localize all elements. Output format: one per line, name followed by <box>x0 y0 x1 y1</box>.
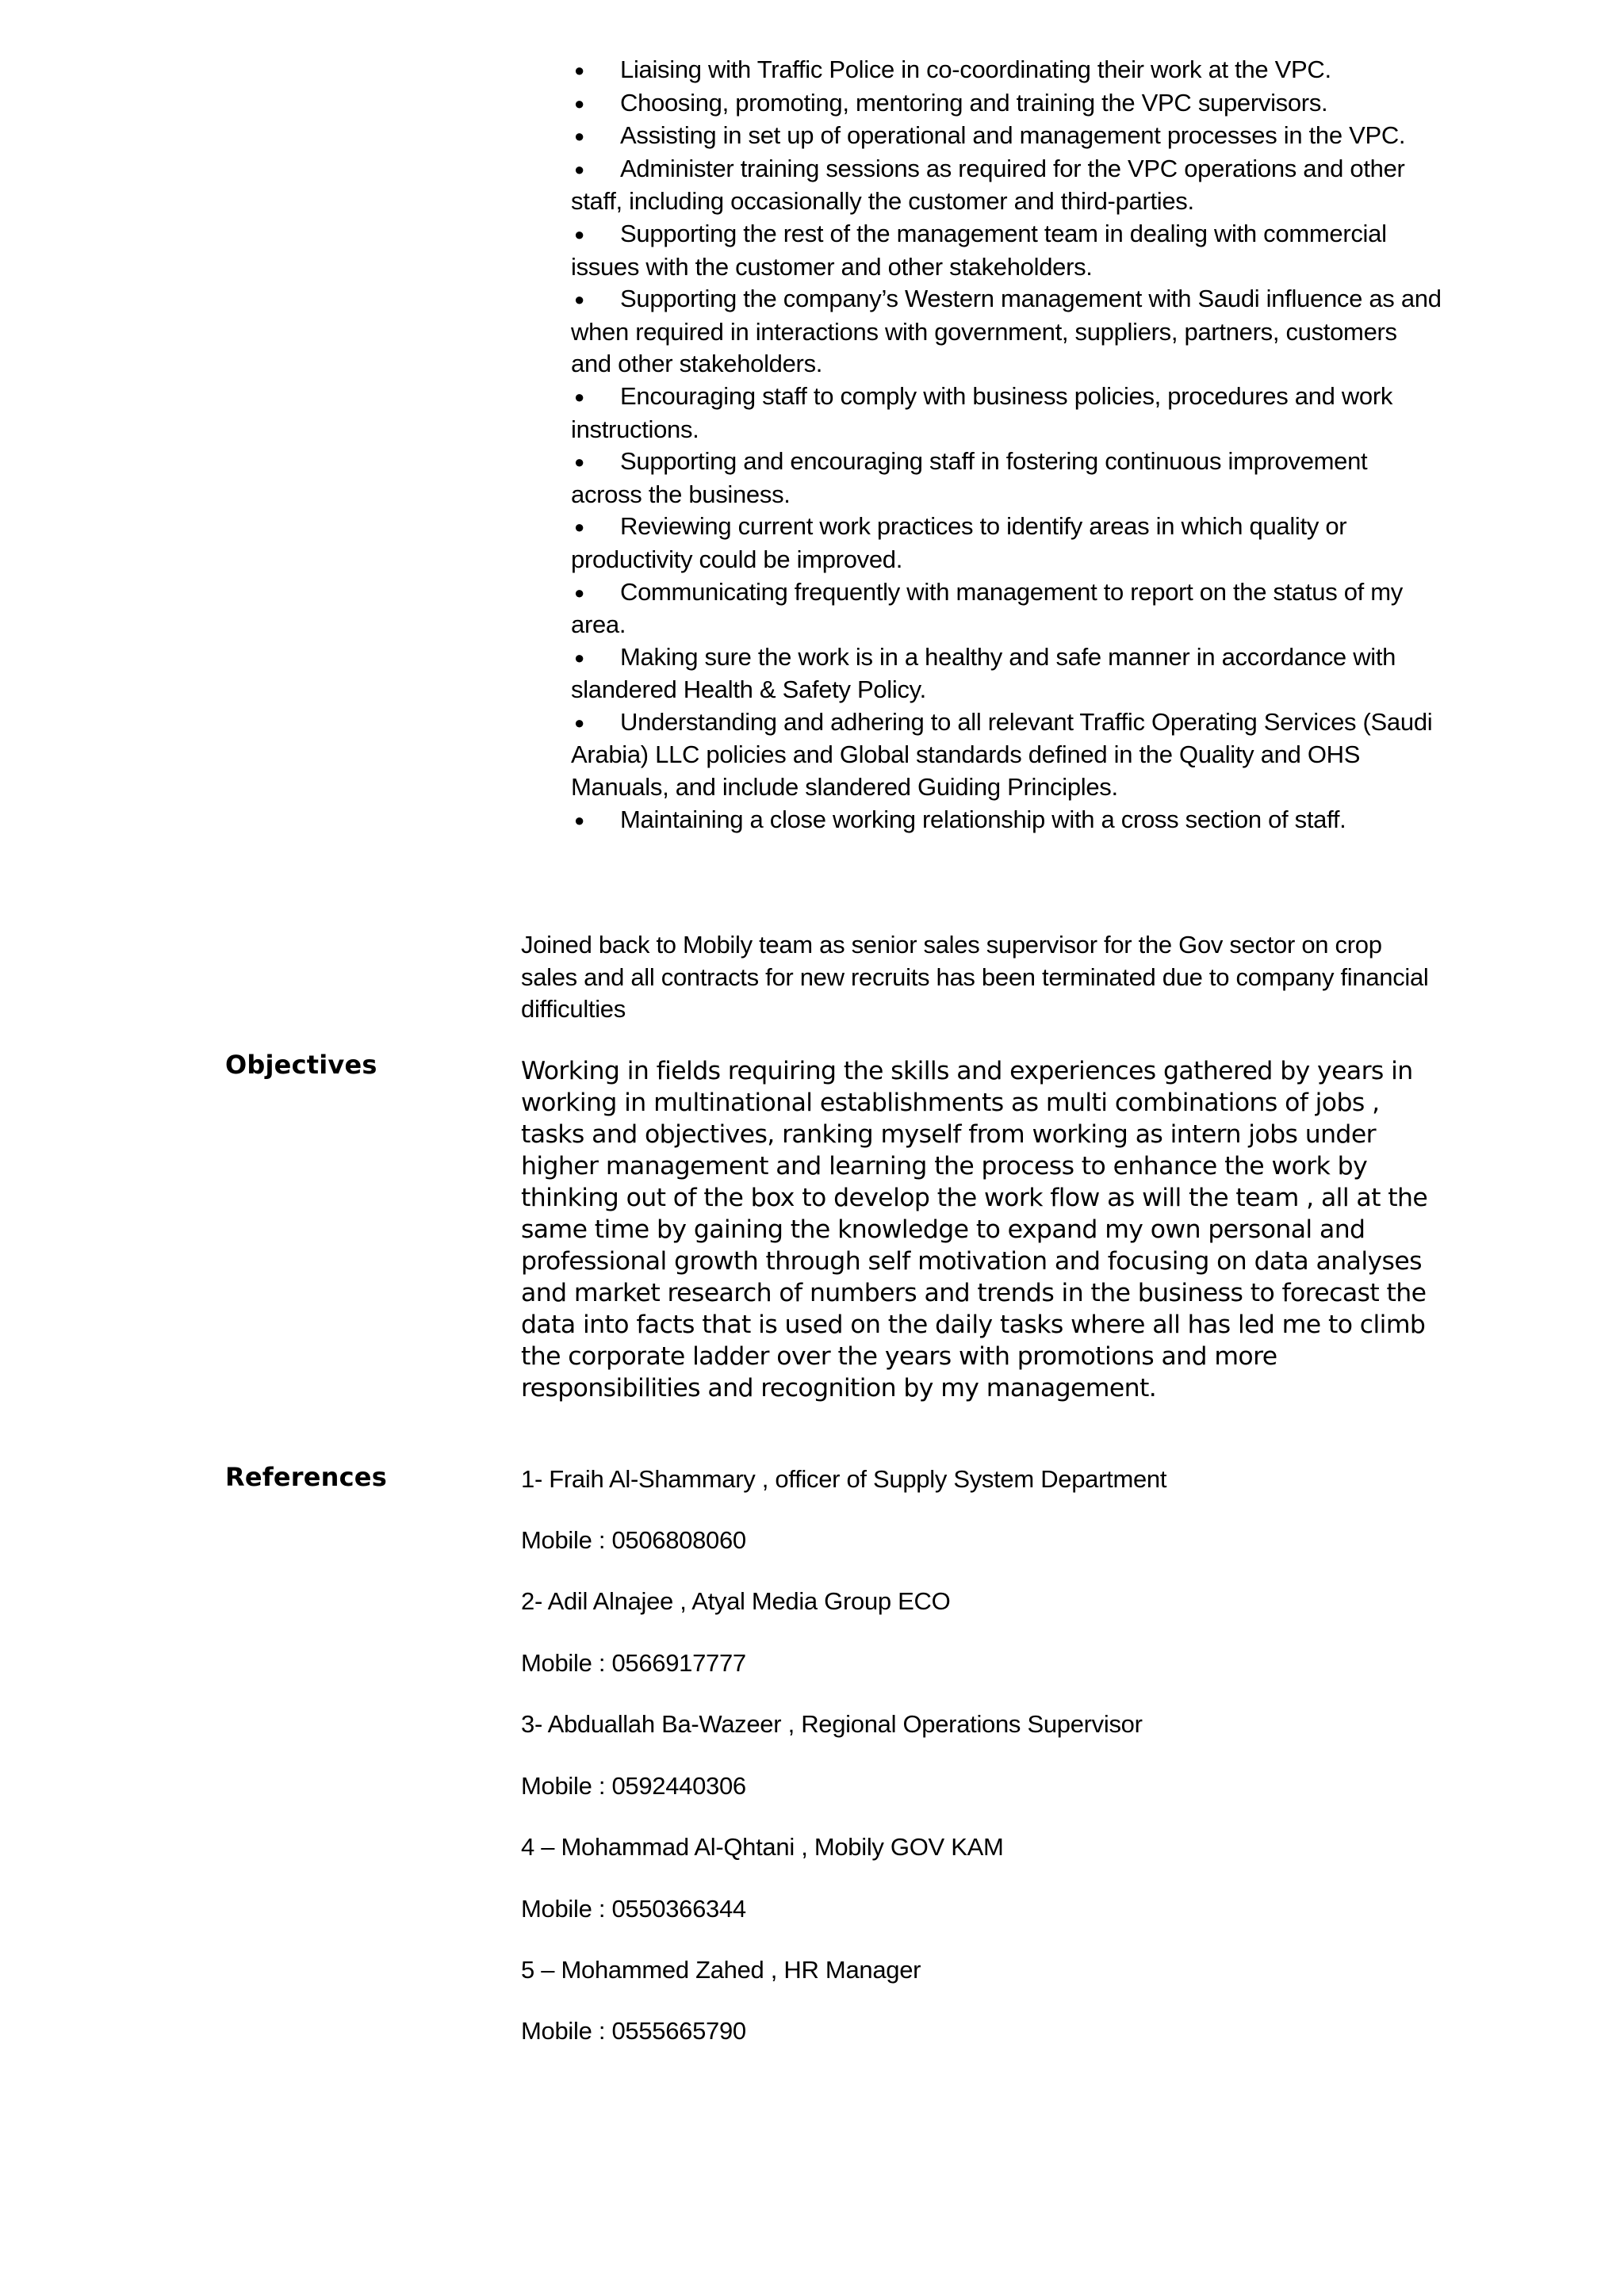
list-item <box>571 576 1443 641</box>
list-item <box>571 87 1443 121</box>
bullet-icon: ● <box>574 386 584 407</box>
responsibility-text: Administer training sessions as required for the VPC operations and other staff, including occasionally the customer and third-parties. <box>571 154 1405 216</box>
reference-mobile: Mobile : 0555665790 <box>521 2017 746 2045</box>
responsibility-text: Assisting in set up of operational and management processes in the VPC. <box>620 121 1406 150</box>
reference-name: 5 – Mohammed Zahed , HR Manager <box>521 1956 921 1984</box>
reference-name: 1- Fraih Al-Shammary , officer of Supply System Department <box>521 1465 1167 1493</box>
employment-note: Joined back to Mobily team as senior sales supervisor for the Gov sector on crop sales and all contracts for new recruits has been terminated due to company financial difficulties <box>521 931 1429 1023</box>
responsibility-text: Reviewing current work practices to identify areas in which quality or productivity could be improved. <box>571 512 1347 573</box>
list-item <box>571 54 1443 87</box>
bullet-icon: ● <box>574 93 584 113</box>
responsibility-text: Supporting and encouraging staff in fostering continuous improvement across the business. <box>571 447 1368 508</box>
reference-mobile: Mobile : 0566917777 <box>521 1649 746 1677</box>
responsibility-text: Making sure the work is in a healthy and safe manner in accordance with slandered Health & Safety Policy. <box>571 642 1396 704</box>
reference-mobile: Mobile : 0506808060 <box>521 1526 746 1554</box>
reference-name: 4 – Mohammad Al-Qhtani , Mobily GOV KAM <box>521 1833 1004 1861</box>
bullet-icon: ● <box>574 289 584 310</box>
responsibility-text: Understanding and adhering to all relevant Traffic Operating Services (Saudi Arabia) LLC policies and Global standards defined in the Quality and OHS Manuals, and include slandered Guiding Principles. <box>571 707 1433 802</box>
responsibility-text: Liaising with Traffic Police in co-coordinating their work at the VPC. <box>620 55 1331 83</box>
list-item <box>571 218 1443 283</box>
list-item <box>571 120 1443 153</box>
reference-name: 2- Adil Alnajee , Atyal Media Group ECO <box>521 1587 951 1615</box>
objectives-text: Working in fields requiring the skills and experiences gathered by years in working in multinational establishments as multi combinations of jobs , tasks and objectives, ranking myself from working as intern jobs under higher management and learning the process to enhance the work by thinking out of the box to develop the work flow as will the team , all at the same time by gaining the knowledge to expand my own personal and professional growth through self motivation and focusing on data analyses and market research of numbers and trends in the business to forecast the data into facts that is used on the daily tasks where all has led me to climb the corporate ladder over the years with promotions and more responsibilities and recognition by my management. <box>521 1057 1428 1402</box>
bullet-icon: ● <box>574 517 584 538</box>
responsibility-text: Supporting the company’s Western management with Saudi influence as and when required in interactions with government, suppliers, partners, customers and other stakeholders. <box>571 285 1442 378</box>
bullet-icon: ● <box>574 224 584 244</box>
reference-mobile: Mobile : 0592440306 <box>521 1772 746 1800</box>
list-item <box>571 804 1443 837</box>
bullet-icon: ● <box>574 452 584 473</box>
responsibility-text: Choosing, promoting, mentoring and training the VPC supervisors. <box>620 88 1328 117</box>
reference-name: 3- Abduallah Ba-Wazeer , Regional Operations Supervisor <box>521 1710 1143 1738</box>
list-item <box>571 381 1443 446</box>
responsibility-text: Supporting the rest of the management team in dealing with commercial issues with the customer and other stakeholders. <box>571 219 1387 281</box>
bullet-icon: ● <box>574 712 584 733</box>
list-item <box>571 283 1443 381</box>
bullet-icon: ● <box>574 159 584 179</box>
list-item <box>571 153 1443 218</box>
responsibility-text: Maintaining a close working relationship with a cross section of staff. <box>620 805 1346 833</box>
bullet-icon: ● <box>574 60 584 80</box>
responsibility-text: Communicating frequently with management to report on the status of my area. <box>571 577 1404 639</box>
bullet-icon: ● <box>574 126 584 147</box>
bullet-icon: ● <box>574 582 584 603</box>
list-item <box>571 511 1443 576</box>
bullet-icon: ● <box>574 647 584 668</box>
references-heading: References <box>225 1462 387 1492</box>
bullet-icon: ● <box>574 809 584 830</box>
list-item <box>571 641 1443 706</box>
list-item <box>571 706 1443 804</box>
objectives-heading: Objectives <box>225 1050 377 1080</box>
responsibilities-list <box>571 54 1443 836</box>
reference-mobile: Mobile : 0550366344 <box>521 1895 746 1923</box>
list-item <box>571 446 1443 511</box>
responsibility-text: Encouraging staff to comply with business policies, procedures and work instructions. <box>571 381 1393 443</box>
